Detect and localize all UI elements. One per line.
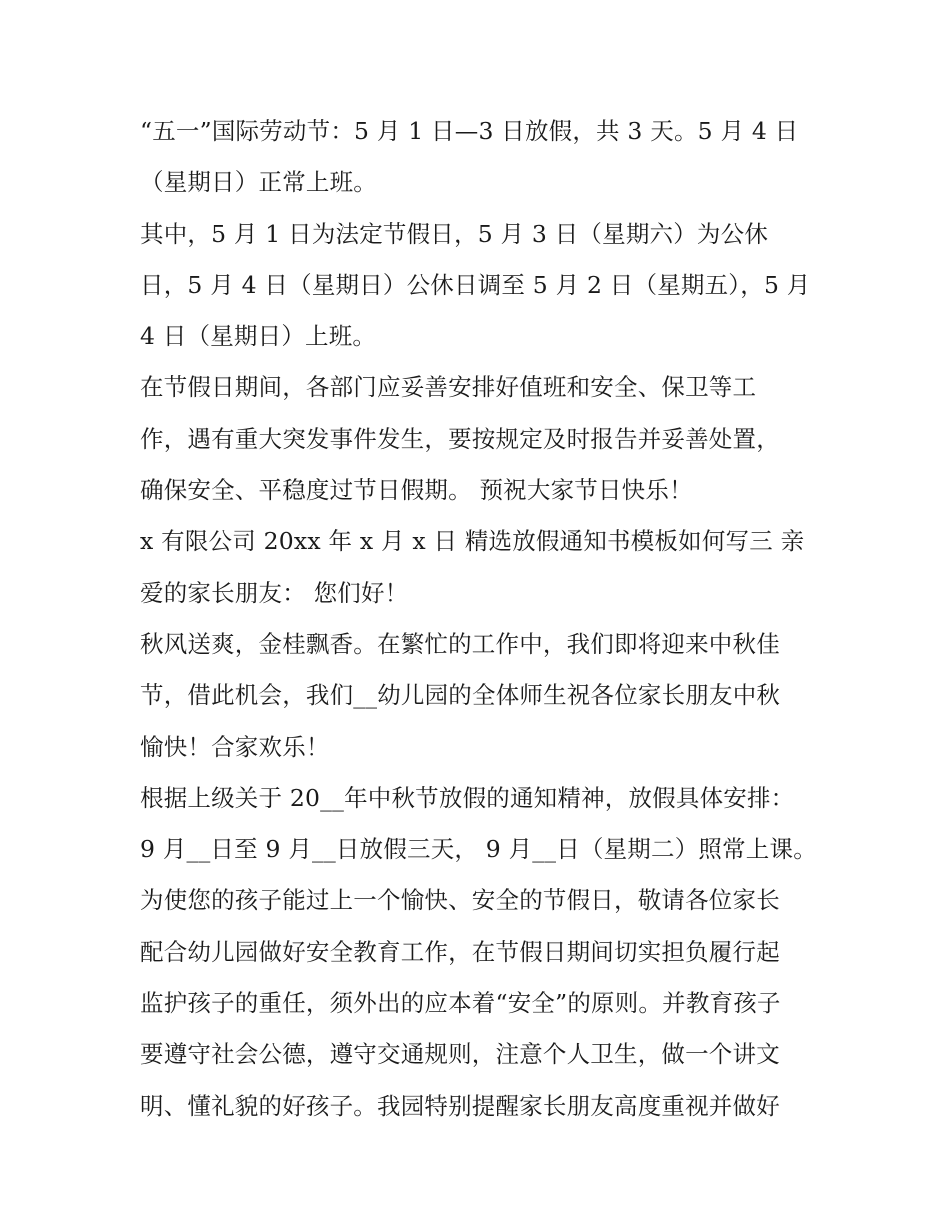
text-line: 确保安全、平稳度过节日假期。 预祝大家节日快乐！ <box>140 476 693 505</box>
text-line: 作，遇有重大突发事件发生，要按规定及时报告并妥善处置， <box>140 424 780 453</box>
text-line: 明、懂礼貌的好孩子。我园特别提醒家长朋友高度重视并做好 <box>140 1091 780 1120</box>
text-line: 4 日（星期日）上班。 <box>140 322 377 351</box>
text-line: 爱的家长朋友： 您们好！ <box>140 578 409 607</box>
text-line: x 有限公司 20xx 年 x 月 x 日 精选放假通知书模板如何写三 亲 <box>140 527 805 556</box>
text-line: 为使您的孩子能过上一个愉快、安全的节假日，敬请各位家长 <box>140 886 780 915</box>
text-line: “五一”国际劳动节：5 月 1 日—3 日放假，共 3 天。5 月 4 日 <box>140 117 799 145</box>
text-line: 节，借此机会，我们__幼儿园的全体师生祝各位家长朋友中秋 <box>140 681 781 710</box>
text-line: 要遵守社会公德，遵守交通规则，注意个人卫生，做一个讲文 <box>140 1040 780 1069</box>
text-line: 在节假日期间，各部门应妥善安排好值班和安全、保卫等工 <box>140 373 757 402</box>
text-line: 秋风送爽，金桂飘香。在繁忙的工作中，我们即将迎来中秋佳 <box>140 629 780 658</box>
text-line: 其中，5 月 1 日为法定节假日，5 月 3 日（星期六）为公休 <box>140 219 769 248</box>
text-line: 监护孩子的重任，须外出的应本着“安全”的原则。并教育孩子 <box>140 989 781 1018</box>
text-line: 根据上级关于 20__年中秋节放假的通知精神，放假具体安排： <box>140 783 795 812</box>
document-body <box>140 106 820 1132</box>
text-line: 愉快！合家欢乐！ <box>140 732 330 761</box>
text-line: （星期日）正常上班。 <box>140 168 377 197</box>
text-line: 日，5 月 4 日（星期日）公休日调至 5 月 2 日（星期五），5 月 <box>140 270 811 299</box>
text-line: 9 月__日至 9 月__日放假三天， 9 月__日（星期二）照常上课。 <box>140 835 817 864</box>
text-line: 配合幼儿园做好安全教育工作，在节假日期间切实担负履行起 <box>140 937 780 966</box>
